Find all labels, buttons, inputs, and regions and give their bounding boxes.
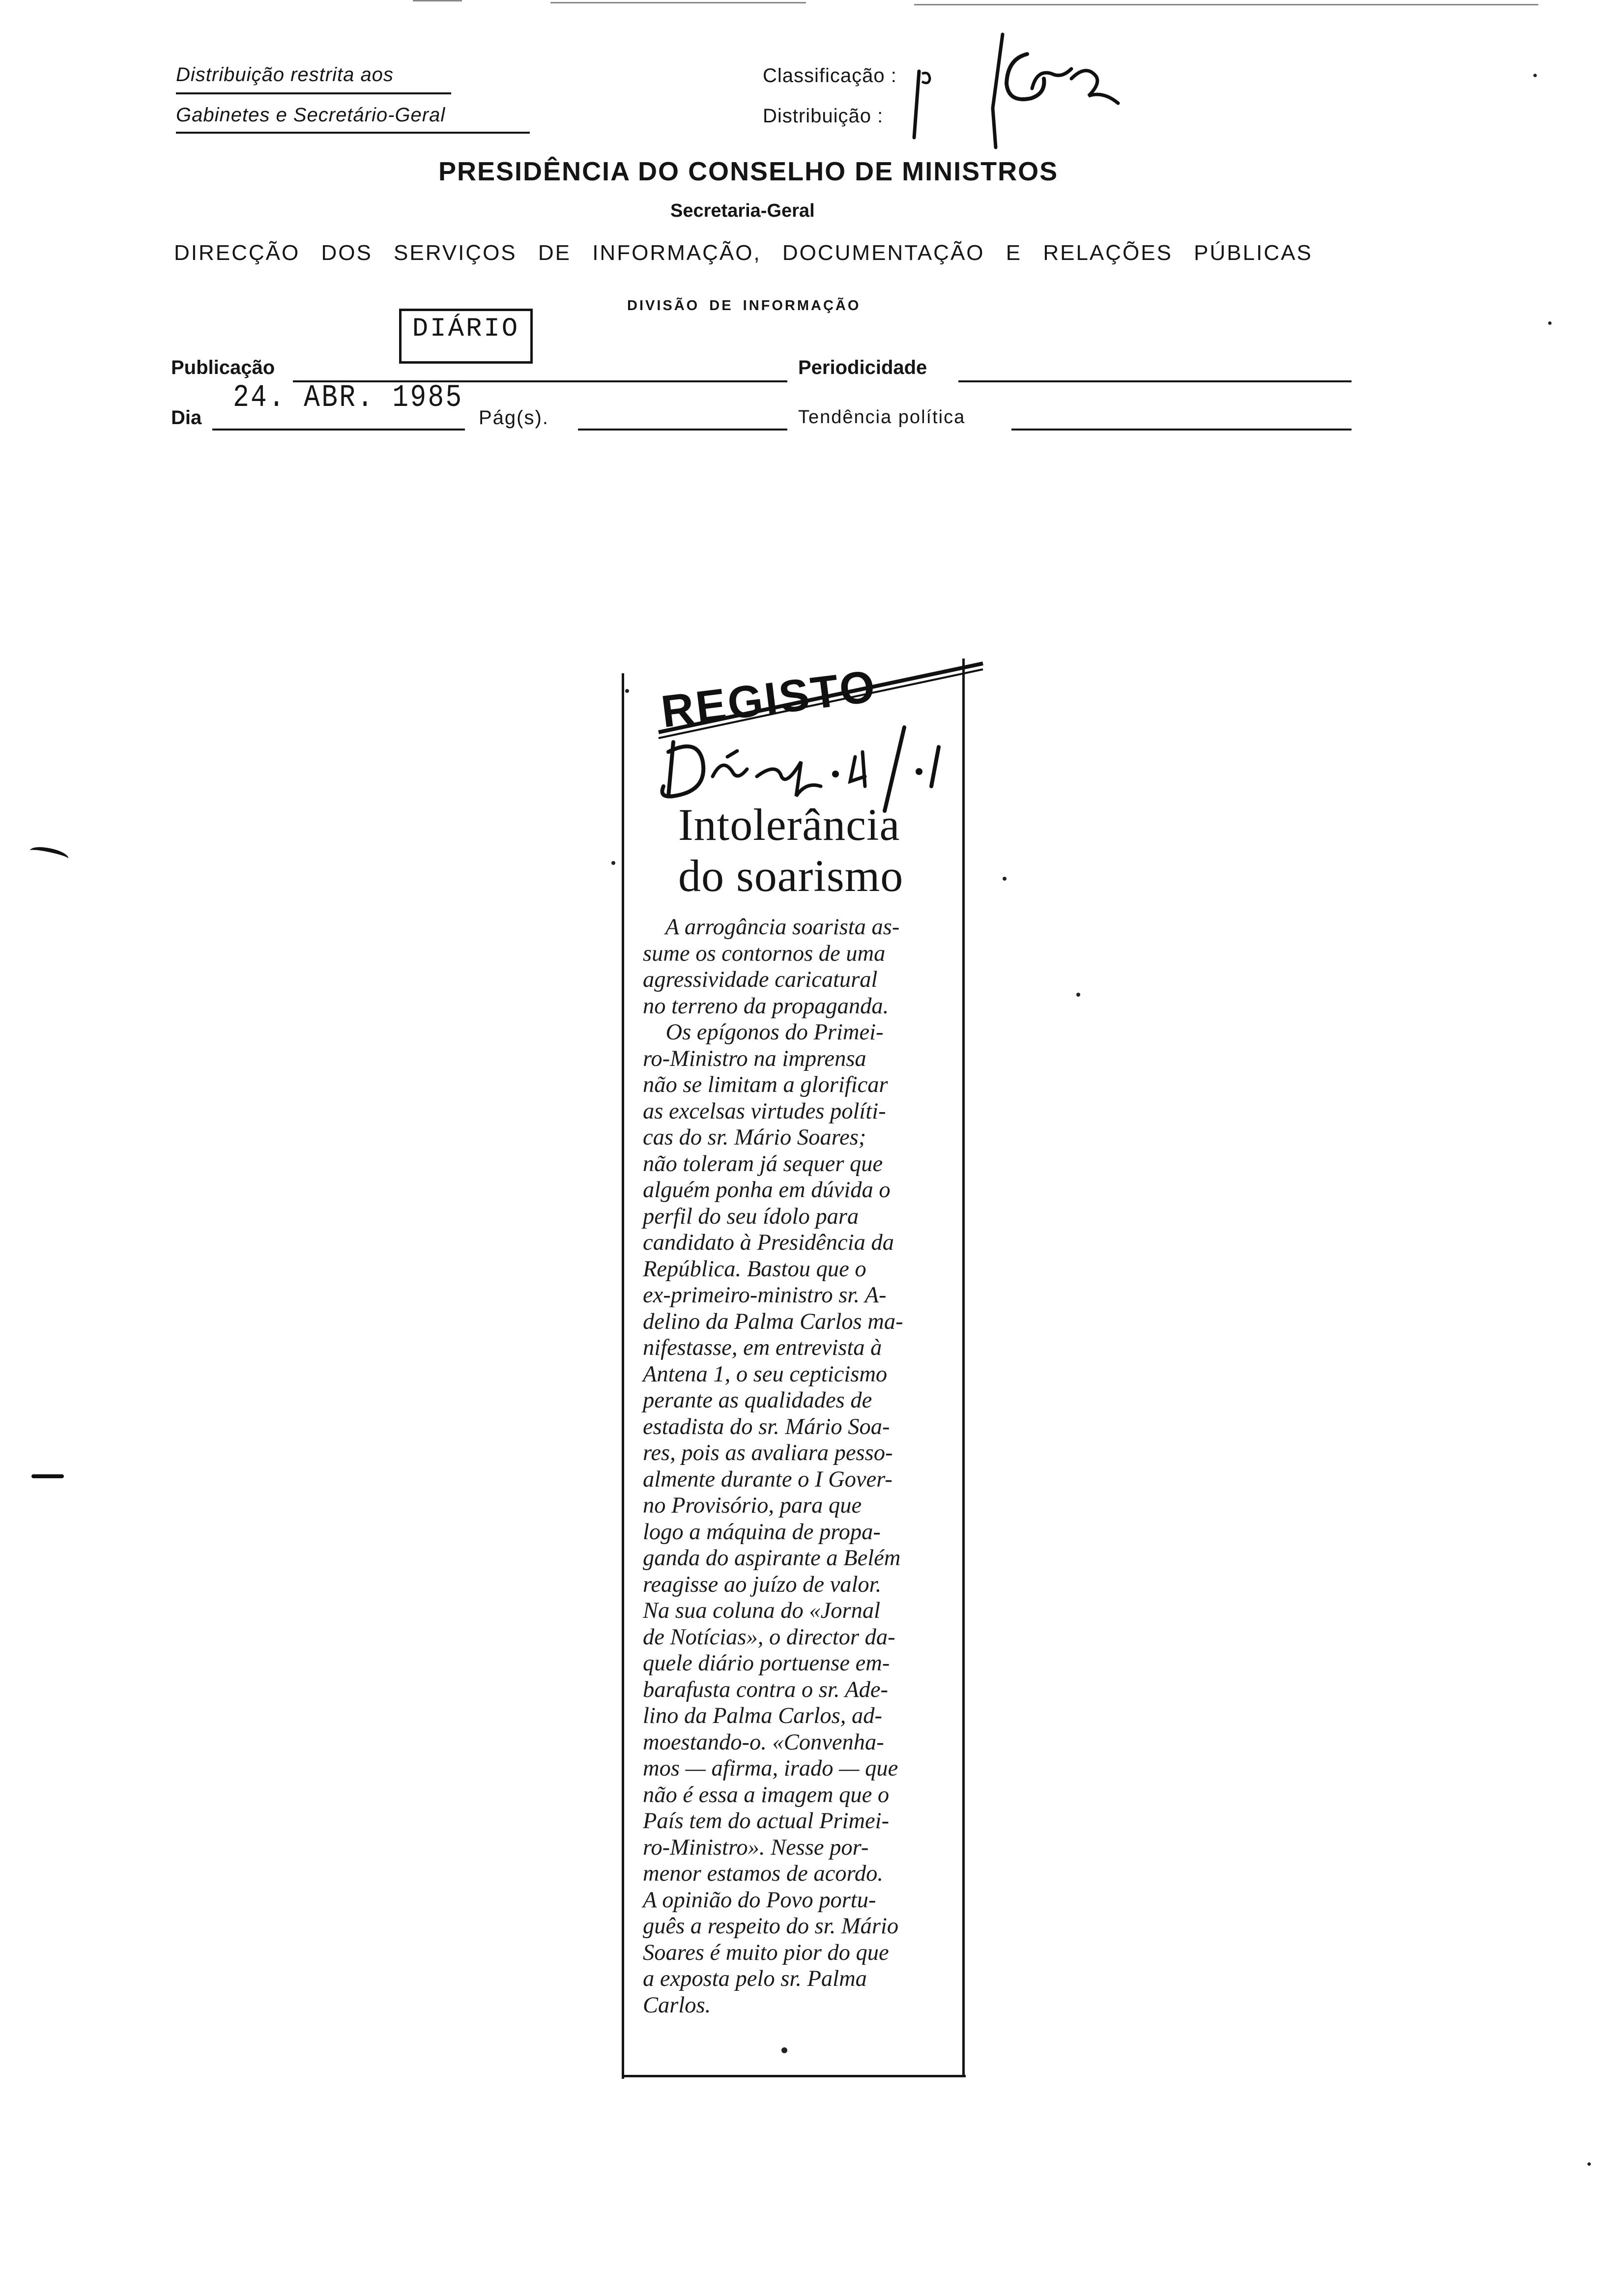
article-line: Os epígonos do Primei-: [643, 1020, 884, 1045]
article-line: nifestasse, em entrevista à: [643, 1335, 882, 1360]
article-line: não se limitam a glorificar: [643, 1072, 888, 1097]
article-line: A arrogância soarista as-: [643, 915, 900, 940]
article-line: alguém ponha em dúvida o: [643, 1177, 891, 1203]
article-line: moestando-o. «Convenha-: [643, 1729, 884, 1755]
underline: [176, 92, 451, 94]
article-line: Antena 1, o seu cepticismo: [643, 1361, 888, 1387]
article-line: no terreno da propaganda.: [643, 993, 889, 1019]
clipping-right-border: [962, 659, 965, 2077]
article-line: a exposta pelo sr. Palma: [643, 1966, 867, 1991]
article-line: Na sua coluna do «Jornal: [643, 1598, 881, 1623]
underline: [176, 132, 530, 134]
day-line: [212, 429, 465, 430]
article-line: as excelsas virtudes políti-: [643, 1098, 886, 1124]
article-line: de Notícias», o director da-: [643, 1624, 895, 1650]
organization-name: PRESIDÊNCIA DO CONSELHO DE MINISTROS: [438, 157, 1059, 186]
scan-line: [914, 4, 1538, 5]
speck: [625, 689, 629, 693]
article-line: A opinião do Povo portu-: [643, 1887, 876, 1913]
classificacao-label: Classificação :: [763, 65, 897, 86]
article-line: País tem do actual Primei-: [643, 1808, 890, 1834]
article-line: perante as qualidades de: [643, 1388, 872, 1413]
article-title-line1: Intolerância: [678, 800, 900, 850]
division-name: DIVISÃO DE INFORMAÇÃO: [627, 298, 861, 314]
article-line: res, pois as avaliara pesso-: [643, 1440, 893, 1465]
article-line: ganda do aspirante a Belém: [643, 1546, 901, 1571]
article-line: Soares é muito pior do que: [643, 1940, 889, 1965]
article-line: almente durante o I Gover-: [643, 1466, 892, 1492]
speck: [1587, 2162, 1591, 2166]
article-line: ex-primeiro-ministro sr. A-: [643, 1283, 887, 1308]
article-line: barafusta contra o sr. Ade-: [643, 1677, 889, 1702]
article-line: não é essa a imagem que o: [643, 1782, 890, 1808]
article-line: delino da Palma Carlos ma-: [643, 1309, 903, 1334]
clipping-bottom-border: [622, 2075, 966, 2077]
speck: [1533, 74, 1537, 77]
political-tendency-line: [1011, 429, 1352, 430]
day-value-stamp: 24. ABR. 1985: [233, 380, 463, 416]
article-line: perfil do seu ídolo para: [643, 1204, 859, 1229]
speck: [781, 2047, 787, 2053]
scan-line: [413, 0, 462, 1]
article-line: reagisse ao juízo de valor.: [643, 1572, 882, 1597]
registo-stamp-text: REGISTO: [659, 660, 880, 737]
pages-line: [578, 429, 787, 430]
article-line: agressividade caricatural: [643, 967, 878, 992]
article-body: [643, 914, 957, 2018]
article-line: estadista do sr. Mário Soa-: [643, 1414, 890, 1439]
department-name: Secretaria-Geral: [670, 201, 815, 221]
speck: [611, 861, 615, 865]
article-line: sume os contornos de uma: [643, 941, 886, 966]
clipping-left-border: [622, 673, 624, 2079]
scan-mark: [29, 844, 70, 865]
publication-label: Publicação: [171, 357, 275, 378]
political-tendency-label: Tendência política: [798, 407, 966, 428]
publication-stamp: DIÁRIO: [399, 309, 533, 364]
article-line: Carlos.: [643, 1992, 711, 2018]
article-line: candidato à Presidência da: [643, 1230, 894, 1255]
day-label: Dia: [171, 407, 202, 429]
distribuicao-label: Distribuição :: [763, 105, 884, 127]
article-line: quele diário portuense em-: [643, 1651, 890, 1676]
article-line: menor estamos de acordo.: [643, 1861, 884, 1886]
periodicity-label: Periodicidade: [798, 357, 927, 378]
scan-line: [550, 2, 806, 3]
speck: [1548, 321, 1552, 325]
directorate-name: DIRECÇÃO DOS SERVIÇOS DE INFORMAÇÃO, DOCUMENTAÇÃO E RELAÇÕES PÚBLICAS: [174, 241, 1313, 265]
article-line: no Provisório, para que: [643, 1493, 862, 1518]
article-line: logo a máquina de propa-: [643, 1519, 881, 1545]
handwritten-classification-mark: [904, 25, 1160, 152]
scan-mark: [31, 1474, 64, 1478]
article-line: República. Bastou que o: [643, 1256, 866, 1282]
article-line: guês a respeito do sr. Mário: [643, 1914, 899, 1939]
article-line: ro-Ministro». Nesse por-: [643, 1835, 869, 1860]
restricted-distribution-line1: Distribuição restrita aos: [176, 64, 394, 86]
speck: [1003, 877, 1007, 881]
article-line: lino da Palma Carlos, ad-: [643, 1703, 882, 1728]
restricted-distribution-line2: Gabinetes e Secretário-Geral: [176, 104, 446, 126]
article-line: cas do sr. Mário Soares;: [643, 1125, 866, 1150]
periodicity-line: [958, 380, 1352, 382]
article-line: ro-Ministro na imprensa: [643, 1046, 866, 1071]
article-line: não toleram já sequer que: [643, 1151, 883, 1177]
article-title-line2: do soarismo: [678, 851, 904, 901]
speck: [1076, 993, 1080, 997]
article-line: mos — afirma, irado — que: [643, 1756, 898, 1781]
pages-label: Pág(s).: [479, 407, 549, 429]
